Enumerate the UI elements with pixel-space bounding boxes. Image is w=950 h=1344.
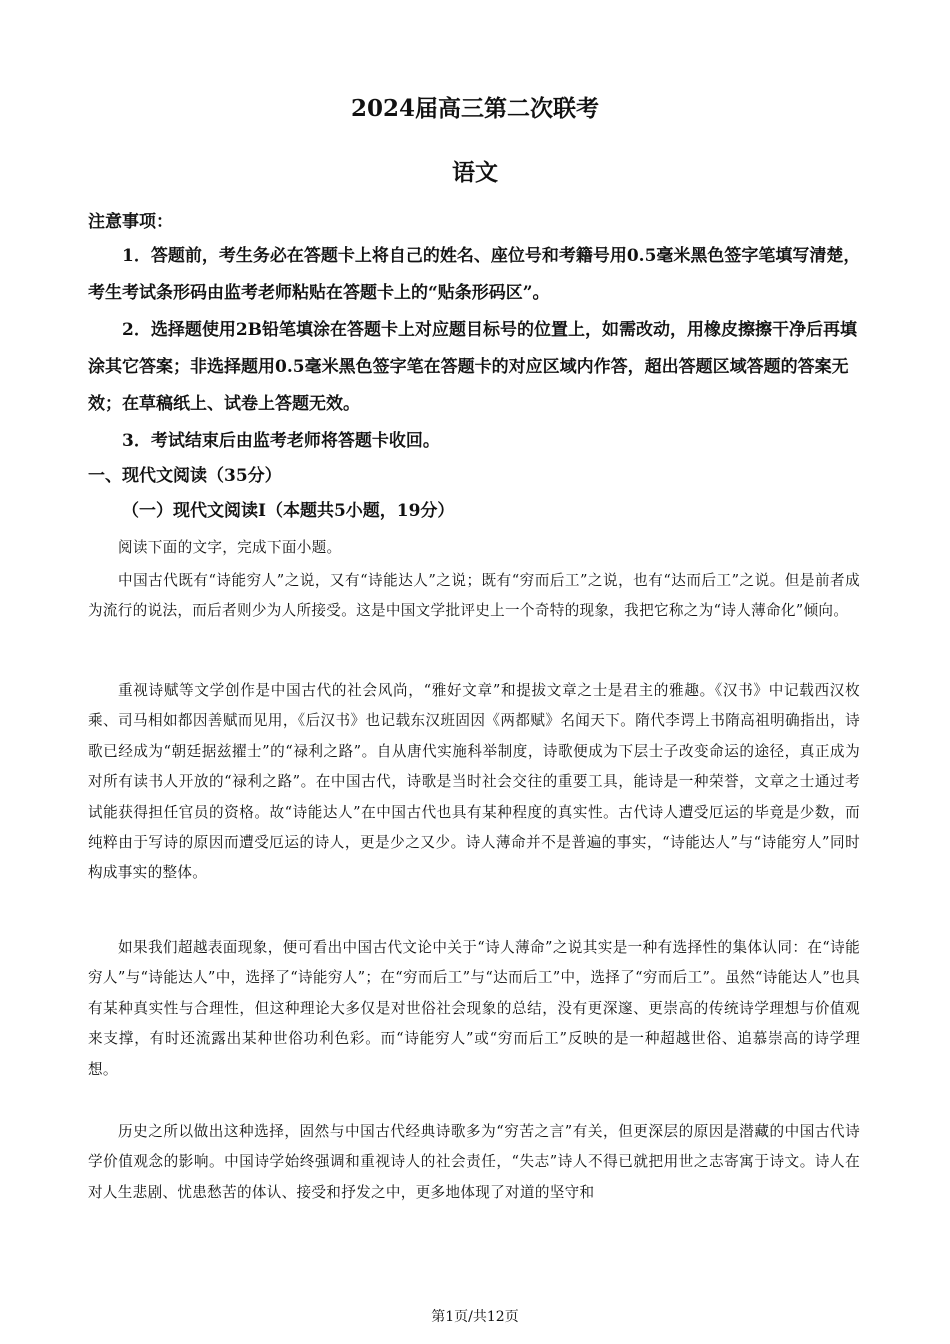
notice-item: 1．答题前，考生务必在答题卡上将自己的姓名、座位号和考籍号用0.5毫米黑色签字笔填写清楚，考生考试条形码由监考老师粘贴在答题卡上的“贴条形码区”。 <box>88 246 861 303</box>
article-paragraph: 中国古代既有“诗能穷人”之说，又有“诗能达人”之说；既有“穷而后工”之说，也有“达而后工”之说。但是前者成为流行的说法，而后者则少为人所接受。这是中国文学批评史上一个奇特的现象，我把它称之为“诗人薄命化”倾向。 <box>88 572 860 620</box>
article-paragraph: 历史之所以做出这种选择，固然与中国古代经典诗歌多为“穷苦之言”有关，但更深层的原因是潜藏的中国古代诗学价值观念的影响。中国诗学始终强调和重视诗人的社会责任，“失志”诗人不得已就把用世之志寄寓于诗文。诗人在对人生悲剧、忧患愁苦的体认、接受和抒发之中，更多地体现了对道的坚守和 <box>88 1123 860 1201</box>
article-paragraph: 如果我们超越表面现象，便可看出中国古代文论中关于“诗人薄命”之说其实是一种有选择性的集体认同：在“诗能穷人”与“诗能达人”中，选择了“诗能穷人”；在“穷而后工”与“达而后工”中，选择了“穷而后工”。虽然“诗能达人”也具有某种真实性与合理性，但这种理论大多仅是对世俗社会现象的总结，没有更深邃、更崇高的传统诗学理想与价值观来支撑，有时还流露出某种世俗功利色彩。而“诗能穷人”或“穷而后工”反映的是一种超越世俗、追慕崇高的诗学理想。 <box>88 939 860 1078</box>
notice-heading: 注意事项： <box>88 212 173 232</box>
page-number: 第1页/共12页 <box>431 1309 519 1325</box>
subsection-title: （一）现代文阅读Ⅰ（本题共5小题，19分） <box>122 501 455 521</box>
subject-title: 语文 <box>452 159 498 186</box>
article-paragraph: 重视诗赋等文学创作是中国古代的社会风尚，“雅好文章”和提拔文章之士是君主的雅趣。《汉书》中记载西汉枚乘、司马相如都因善赋而见用，《后汉书》也记载东汉班固因《两都赋》名闻天下。隋代李谔上书隋高祖明确指出，诗歌已经成为“朝廷据兹擢士”的“禄利之路”。自从唐代实施科举制度，诗歌便成为下层士子改变命运的途径，真正成为对所有读书人开放的“禄利之路”。在中国古代，诗歌是当时社会交往的重要工具，能诗是一种荣誉，文章之士通过考试能获得担任官员的资格。故“诗能达人”在中国古代也具有某种程度的真实性。古代诗人遭受厄运的毕竟是少数，而纯粹由于写诗的原因而遭受厄运的诗人，更是少之又少。诗人薄命并不是普遍的事实，“诗能达人”与“诗能穷人”同时构成事实的整体。 <box>88 682 860 882</box>
reading-instruction: 阅读下面的文字，完成下面小题。 <box>118 539 342 556</box>
notice-item: 3．考试结束后由监考老师将答题卡收回。 <box>122 431 440 451</box>
section-title: 一、现代文阅读（35分） <box>88 466 282 486</box>
exam-title: 2024届高三第二次联考 <box>350 95 599 122</box>
notice-item: 2．选择题使用2B铅笔填涂在答题卡上对应题目标号的位置上，如需改动，用橡皮擦擦干净后再填涂其它答案；非选择题用0.5毫米黑色签字笔在答题卡的对应区域内作答，超出答题区域答题的答案无效；在草稿纸上、试卷上答题无效。 <box>88 320 858 414</box>
